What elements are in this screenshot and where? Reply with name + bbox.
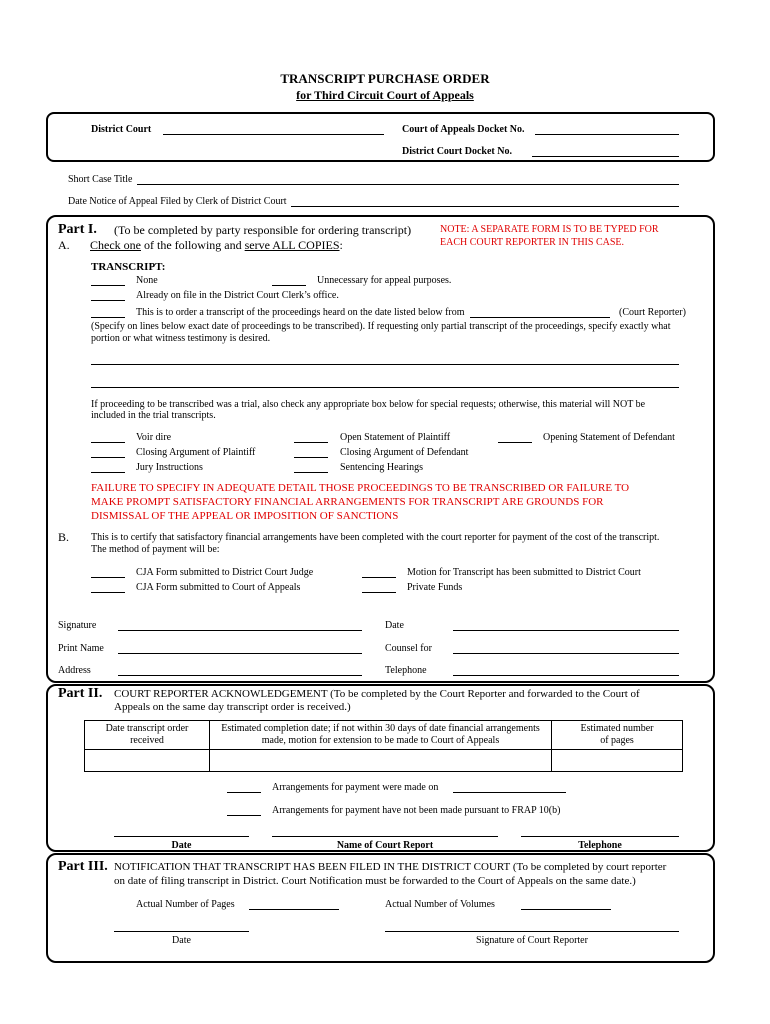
of-following-text: of the following and (143, 238, 242, 252)
open-plaintiff-label: Open Statement of Plaintiff (340, 432, 451, 443)
reporter-date-field[interactable] (114, 836, 249, 837)
actual-pages-field[interactable] (249, 909, 339, 910)
warning-text-3: DISMISSAL OF THE APPEAL OR IMPOSITION OF SANCTIONS (91, 510, 399, 522)
filing-date-label: Date (172, 935, 191, 946)
none-label: None (136, 275, 158, 286)
date-notice-field[interactable] (291, 206, 679, 207)
closing-defendant-label: Closing Argument of Defendant (340, 447, 469, 458)
part1-a-instruction (90, 238, 343, 253)
arrangements-not-made-label: Arrangements for payment have not been made pursuant to FRAP 10(b) (272, 805, 561, 816)
appeals-docket-field[interactable] (535, 134, 679, 135)
telephone-field[interactable] (453, 675, 679, 676)
motion-label: Motion for Transcript has been submitted to District Court (407, 567, 641, 578)
on-file-checkbox[interactable] (91, 300, 125, 301)
court-reporter-suffix: (Court Reporter) (619, 307, 686, 318)
counsel-for-label: Counsel for (385, 643, 432, 654)
reporter-signature-label: Signature of Court Reporter (476, 935, 588, 946)
part3-text-1: NOTIFICATION THAT TRANSCRIPT HAS BEEN FILED IN THE DISTRICT COURT (To be completed by court reporter (114, 861, 667, 873)
separate-form-note-1: NOTE: A SEPARATE FORM IS TO BE TYPED FOR (440, 224, 659, 235)
none-checkbox[interactable] (91, 285, 125, 286)
open-plaintiff-checkbox[interactable] (294, 442, 328, 443)
header-completion-date (210, 721, 552, 750)
arrangements-not-made-checkbox[interactable] (227, 815, 261, 816)
reporter-telephone-label: Telephone (578, 840, 622, 851)
address-field[interactable] (118, 675, 362, 676)
closing-plaintiff-label: Closing Argument of Plaintiff (136, 447, 256, 458)
part3-text-2: on date of filing transcript in District. Court Notification must be forwarded to the Court of Appeals on the same date.) (114, 875, 636, 887)
open-defendant-checkbox[interactable] (498, 442, 532, 443)
appeals-docket-label: Court of Appeals Docket No. (402, 124, 525, 135)
part2-text-1: COURT REPORTER ACKNOWLEDGEMENT (To be completed by the Court Reporter and forwarded to the Court of (114, 688, 640, 700)
reporter-telephone-field[interactable] (521, 836, 679, 837)
part1-heading: Part I. (58, 222, 97, 237)
filing-date-field[interactable] (114, 931, 249, 932)
actual-pages-label: Actual Number of Pages (136, 899, 235, 910)
arrangements-made-label: Arrangements for payment were made on (272, 782, 439, 793)
date-label: Date (385, 620, 404, 631)
cja-appeals-label: CJA Form submitted to Court of Appeals (136, 582, 301, 593)
unnecessary-label: Unnecessary for appeal purposes. (317, 275, 452, 286)
header-completion-date-2: made, motion for extension to be made to Court of Appeals (261, 735, 500, 746)
telephone-label: Telephone (385, 665, 427, 676)
district-docket-label: District Court Docket No. (402, 146, 512, 157)
header-num-pages-1: Estimated number (580, 723, 654, 734)
sentencing-label: Sentencing Hearings (340, 462, 424, 473)
completion-date-cell[interactable] (210, 750, 552, 772)
trial-text-2: included in the trial transcripts. (91, 410, 216, 421)
transcript-label: TRANSCRIPT: (91, 261, 166, 273)
court-reporter-field[interactable] (470, 317, 610, 318)
header-num-pages-2: of pages (600, 735, 634, 746)
reporter-signature-field[interactable] (385, 931, 679, 932)
signature-field[interactable] (118, 630, 362, 631)
print-name-field[interactable] (118, 653, 362, 654)
form-subtitle: for Third Circuit Court of Appeals (296, 88, 474, 102)
part1-b-label: B. (58, 530, 70, 544)
proceedings-line-2[interactable] (91, 387, 679, 388)
form-title: TRANSCRIPT PURCHASE ORDER (280, 71, 490, 86)
voir-dire-label: Voir dire (136, 432, 172, 443)
cja-appeals-checkbox[interactable] (91, 592, 125, 593)
header-date-received-2: received (130, 735, 164, 746)
num-pages-cell[interactable] (552, 750, 683, 772)
actual-volumes-field[interactable] (521, 909, 611, 910)
jury-label: Jury Instructions (136, 462, 203, 473)
reporter-date-label: Date (171, 840, 192, 851)
closing-defendant-checkbox[interactable] (294, 457, 328, 458)
short-case-title-field[interactable] (137, 184, 679, 185)
proceedings-line-1[interactable] (91, 364, 679, 365)
motion-checkbox[interactable] (362, 577, 396, 578)
part2-heading: Part II. (58, 686, 103, 701)
counsel-for-field[interactable] (453, 653, 679, 654)
date-field[interactable] (453, 630, 679, 631)
actual-volumes-label: Actual Number of Volumes (385, 899, 495, 910)
district-docket-field[interactable] (532, 156, 679, 157)
district-court-label: District Court (91, 124, 152, 135)
reporter-name-label: Name of Court Report (336, 840, 434, 851)
date-received-cell[interactable] (85, 750, 210, 772)
header-completion-date-1: Estimated completion date; if not within 30 days of date financial arrangements (221, 723, 540, 734)
header-num-pages (552, 721, 683, 750)
specify-text-2: portion or what witness testimony is desired. (91, 333, 271, 344)
on-file-label: Already on file in the District Court Clerk’s office. (136, 290, 339, 301)
private-funds-checkbox[interactable] (362, 592, 396, 593)
check-one-text: Check one (90, 238, 141, 252)
top-box (46, 112, 715, 162)
certify-text-2: The method of payment will be: (91, 544, 220, 555)
part1-a-label: A. (58, 238, 70, 252)
jury-checkbox[interactable] (91, 472, 125, 473)
print-name-label: Print Name (58, 643, 104, 654)
warning-text-2: MAKE PROMPT SATISFACTORY FINANCIAL ARRANGEMENTS FOR TRANSCRIPT ARE GROUNDS FOR (91, 496, 604, 508)
arrangements-made-date-field[interactable] (453, 792, 566, 793)
colon-text: : (339, 238, 343, 252)
order-transcript-checkbox[interactable] (91, 317, 125, 318)
cja-judge-checkbox[interactable] (91, 577, 125, 578)
private-funds-label: Private Funds (407, 582, 463, 593)
address-label: Address (58, 665, 91, 676)
sentencing-checkbox[interactable] (294, 472, 328, 473)
trial-text-1: If proceeding to be transcribed was a trial, also check any appropriate box below for special requests; otherwise, this material will NOT be (91, 399, 646, 410)
header-date-received-1: Date transcript order (105, 723, 189, 734)
open-defendant-label: Opening Statement of Defendant (543, 432, 675, 443)
district-court-field[interactable] (163, 134, 384, 135)
header-date-received (85, 721, 210, 750)
part1-heading-note: (To be completed by party responsible for ordering transcript) (114, 223, 412, 237)
voir-dire-checkbox[interactable] (91, 442, 125, 443)
closing-plaintiff-checkbox[interactable] (91, 457, 125, 458)
specify-text-1: (Specify on lines below exact date of proceedings to be transcribed). If requesting only partial transcript of the proceedings, specify exactly what (91, 321, 671, 332)
signature-label: Signature (58, 620, 97, 631)
date-notice-label: Date Notice of Appeal Filed by Clerk of District Court (68, 196, 287, 207)
part3-heading: Part III. (58, 859, 108, 874)
cja-judge-label: CJA Form submitted to District Court Judge (136, 567, 314, 578)
certify-text-1: This is to certify that satisfactory financial arrangements have been completed with the court reporter for payment of the cost of the transcript. (91, 532, 660, 543)
warning-text-1: FAILURE TO SPECIFY IN ADEQUATE DETAIL THOSE PROCEEDINGS TO BE TRANSCRIBED OR FAILURE TO (91, 482, 630, 494)
part2-text-2: Appeals on the same day transcript order is received.) (114, 701, 351, 713)
order-transcript-text: This is to order a transcript of the proceedings heard on the date listed below from (136, 307, 465, 318)
reporter-name-field[interactable] (272, 836, 498, 837)
arrangements-made-checkbox[interactable] (227, 792, 261, 793)
separate-form-note-2: EACH COURT REPORTER IN THIS CASE. (440, 237, 625, 248)
unnecessary-checkbox[interactable] (272, 285, 306, 286)
serve-all-copies-text: serve ALL COPIES (244, 238, 340, 252)
acknowledgement-table (84, 720, 683, 772)
short-case-title-label: Short Case Title (68, 174, 133, 185)
